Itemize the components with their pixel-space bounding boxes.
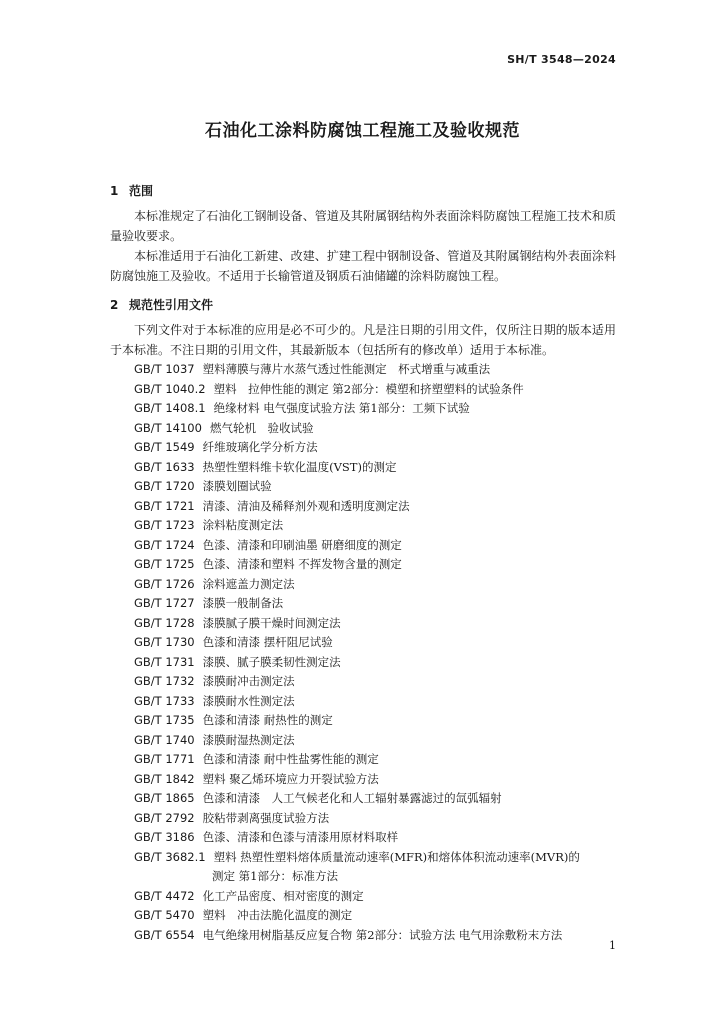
- reference-item: [134, 672, 618, 692]
- reference-item: [134, 789, 618, 809]
- reference-item: [134, 516, 618, 536]
- reference-title: 塑料 拉伸性能的测定 第2部分：模塑和挤塑塑料的试验条件: [213, 381, 524, 396]
- references-intro: 下列文件对于本标准的应用是必不可少的。凡是注日期的引用文件，仅所注日期的版本适用于本标准。不注日期的引用文件，其最新版本（包括所有的修改单）适用于本标准。: [110, 323, 616, 357]
- reference-list: [134, 360, 618, 945]
- reference-code: GB/T 1733: [134, 693, 195, 708]
- reference-code: GB/T 6554: [134, 927, 195, 942]
- reference-title: 色漆和清漆 摆杆阻尼试验: [202, 635, 333, 649]
- section-2-heading: [110, 296, 213, 313]
- reference-code: GB/T 1549: [134, 440, 195, 454]
- reference-code: GB/T 1730: [134, 635, 195, 649]
- reference-code: GB/T 1728: [134, 615, 195, 630]
- section-title: 范围: [129, 184, 154, 198]
- reference-title: 色漆和清漆 人工气候老化和人工辐射暴露滤过的氙弧辐射: [202, 791, 502, 805]
- reference-code: GB/T 1732: [134, 674, 195, 688]
- reference-title: 电气绝缘用树脂基反应复合物 第2部分：试验方法 电气用涂敷粉末方法: [202, 927, 563, 942]
- reference-item: [134, 809, 618, 829]
- reference-code: GB/T 1037: [134, 362, 195, 376]
- reference-item: [134, 614, 618, 634]
- reference-item: [134, 633, 618, 653]
- reference-title: 色漆、清漆和色漆与清漆用原材料取样: [202, 830, 399, 844]
- reference-title: 塑料 冲击法脆化温度的测定: [202, 908, 353, 922]
- reference-item: [134, 399, 618, 419]
- reference-code: GB/T 3682.1: [134, 849, 206, 864]
- reference-title: 色漆和清漆 耐热性的测定: [202, 713, 333, 727]
- reference-title: 漆膜耐水性测定法: [202, 693, 295, 708]
- reference-title-continuation: 测定 第1部分：标准方法: [212, 869, 338, 883]
- reference-item: [134, 575, 618, 595]
- reference-title: 塑料 热塑性塑料熔体质量流动速率(MFR)和熔体体积流动速率(MVR)的: [213, 849, 580, 864]
- reference-item: [134, 906, 618, 926]
- section-1-heading: [110, 182, 153, 199]
- reference-code: GB/T 1723: [134, 518, 195, 532]
- reference-item: [134, 731, 618, 751]
- reference-item: [134, 692, 618, 712]
- section-title: 规范性引用文件: [129, 298, 214, 312]
- reference-title: 纤维玻璃化学分析方法: [202, 440, 318, 454]
- reference-title: 塑料薄膜与薄片水蒸气透过性能测定 杯式增重与减重法: [202, 362, 491, 376]
- reference-code: GB/T 1740: [134, 732, 195, 747]
- reference-item: [134, 438, 618, 458]
- reference-code: GB/T 1726: [134, 576, 195, 591]
- reference-item: [134, 926, 618, 946]
- reference-title: 漆膜腻子膜干燥时间测定法: [202, 615, 341, 630]
- reference-item: [134, 419, 618, 439]
- reference-code: GB/T 1725: [134, 557, 195, 571]
- section-number: 1: [110, 184, 119, 198]
- reference-title: 燃气轮机 验收试验: [209, 420, 314, 435]
- reference-code: GB/T 1735: [134, 713, 195, 727]
- reference-code: GB/T 2792: [134, 810, 195, 825]
- reference-code: GB/T 14100: [134, 420, 202, 435]
- reference-code: GB/T 1724: [134, 537, 195, 552]
- reference-title: 漆膜耐湿热测定法: [202, 732, 295, 747]
- reference-item: [134, 555, 618, 575]
- reference-item: [134, 828, 618, 848]
- reference-title: 塑料 聚乙烯环境应力开裂试验方法: [202, 771, 379, 786]
- reference-title: 色漆和清漆 耐中性盐雾性能的测定: [202, 752, 379, 766]
- reference-title: 漆膜划圈试验: [202, 479, 272, 493]
- reference-item: [134, 887, 618, 907]
- reference-code: GB/T 3186: [134, 830, 195, 844]
- reference-title: 胶粘带剥离强度试验方法: [202, 810, 330, 825]
- reference-code: GB/T 1727: [134, 596, 195, 610]
- reference-item: [134, 594, 618, 614]
- scope-paragraph-1: 本标准规定了石油化工钢制设备、管道及其附属钢结构外表面涂料防腐蚀工程施工技术和质量验收要求。: [110, 209, 616, 243]
- reference-item: [134, 458, 618, 478]
- reference-item: [134, 770, 618, 790]
- reference-item: [134, 360, 618, 380]
- reference-title: 涂料粘度测定法: [202, 518, 284, 532]
- reference-code: GB/T 1721: [134, 498, 195, 513]
- reference-title: 漆膜耐冲击测定法: [202, 674, 295, 688]
- reference-code: GB/T 1633: [134, 459, 195, 474]
- reference-code: GB/T 4472: [134, 888, 195, 903]
- reference-title: 漆膜、腻子膜柔韧性测定法: [202, 654, 341, 669]
- reference-code: GB/T 1720: [134, 479, 195, 493]
- reference-code: GB/T 1842: [134, 771, 195, 786]
- reference-item: [134, 477, 618, 497]
- reference-title: 热塑性塑料维卡软化温度(VST)的测定: [202, 459, 397, 474]
- reference-code: GB/T 1865: [134, 791, 195, 805]
- reference-title: 漆膜一般制备法: [202, 596, 284, 610]
- reference-code: GB/T 1040.2: [134, 381, 206, 396]
- reference-code: GB/T 5470: [134, 908, 195, 922]
- reference-title: 清漆、清油及稀释剂外观和透明度测定法: [202, 498, 410, 513]
- document-title: 石油化工涂料防腐蚀工程施工及验收规范: [205, 121, 520, 141]
- reference-title: 绝缘材料 电气强度试验方法 第1部分：工频下试验: [213, 401, 470, 415]
- reference-item: [134, 380, 618, 400]
- scope-paragraph-2: 本标准适用于石油化工新建、改建、扩建工程中钢制设备、管道及其附属钢结构外表面涂料防腐蚀施工及验收。不适用于长输管道及钢质石油储罐的涂料防腐蚀工程。: [110, 249, 616, 283]
- reference-title: 涂料遮盖力测定法: [202, 576, 295, 591]
- reference-item: [134, 536, 618, 556]
- reference-item: [134, 750, 618, 770]
- reference-code: GB/T 1408.1: [134, 401, 206, 415]
- reference-item: [134, 848, 618, 868]
- reference-item: [134, 653, 618, 673]
- section-number: 2: [110, 298, 119, 312]
- standard-code: SH/T 3548—2024: [507, 53, 616, 66]
- reference-code: GB/T 1731: [134, 654, 195, 669]
- reference-title: 色漆、清漆和印刷油墨 研磨细度的测定: [202, 537, 402, 552]
- reference-code: GB/T 1771: [134, 752, 195, 766]
- page-number: 1: [609, 939, 616, 952]
- reference-title: 色漆、清漆和塑料 不挥发物含量的测定: [202, 557, 402, 571]
- reference-title: 化工产品密度、相对密度的测定: [202, 888, 364, 903]
- reference-item: [134, 711, 618, 731]
- reference-item: [134, 497, 618, 517]
